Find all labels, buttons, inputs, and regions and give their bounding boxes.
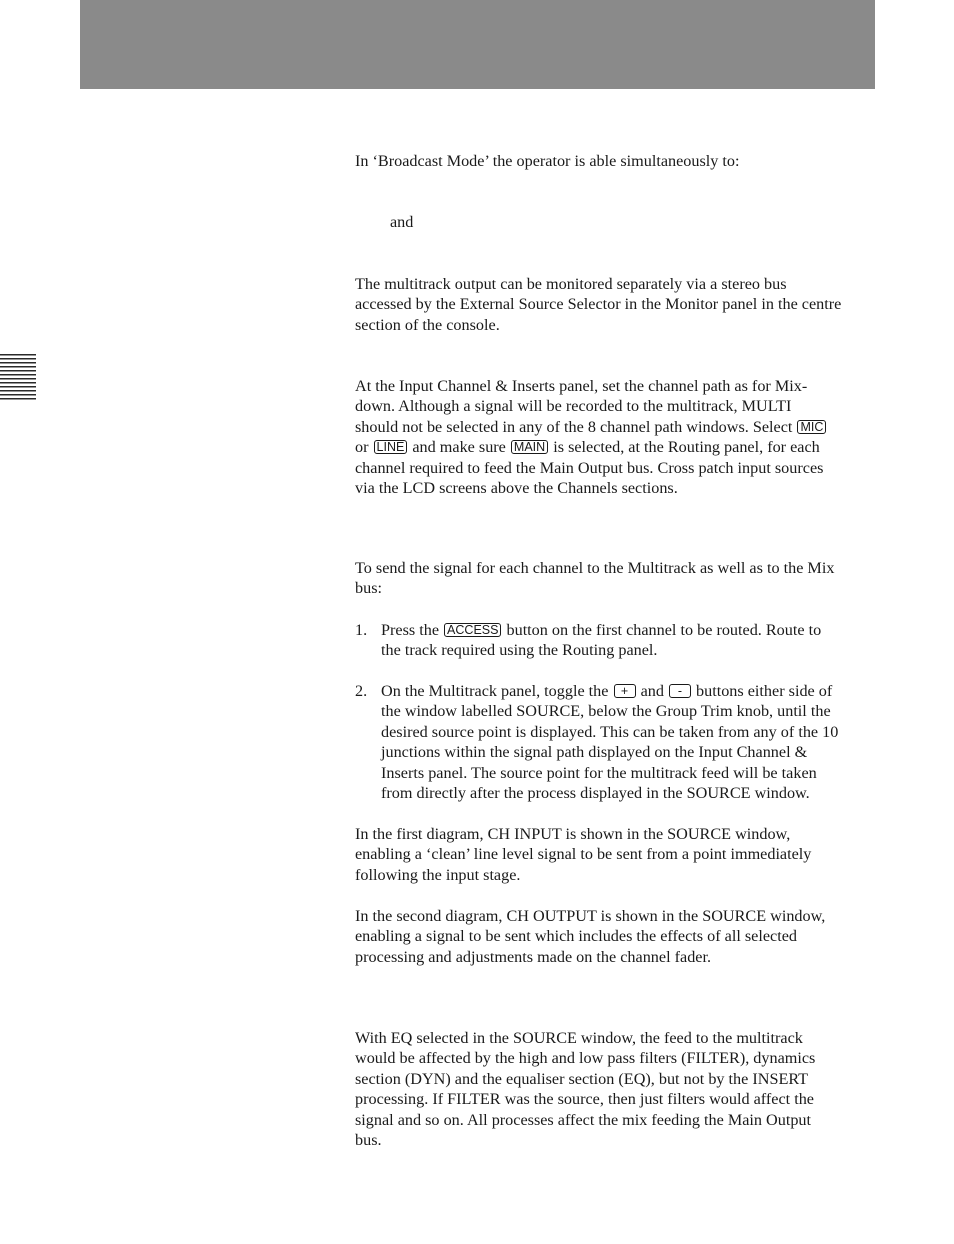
text-line: from directly after the process displayed in the SOURCE window. — [381, 784, 810, 803]
text-line: In the first diagram, CH INPUT is shown in the SOURCE window, — [355, 825, 791, 843]
text-line — [381, 620, 821, 640]
eq-paragraph — [355, 1028, 877, 1150]
text-line: In the second diagram, CH OUTPUT is shown in the SOURCE window, — [355, 907, 826, 925]
and-text: and — [390, 213, 414, 231]
text-line: desired source point is displayed. This can be taken from any of the 10 — [381, 722, 839, 741]
text-line: section (DYN) and the equaliser section (EQ), but not by the INSERT — [355, 1069, 809, 1088]
second-diagram-paragraph — [355, 906, 877, 967]
text-line: the window labelled SOURCE, below the Group Trim knob, until the — [381, 702, 831, 721]
text-fragment: is selected, at the Routing panel, for each — [549, 438, 820, 457]
step-number: 2. — [355, 682, 368, 700]
text-line: enabling a signal to be sent which includes the effects of all selected — [355, 927, 798, 946]
plus-key-label: + — [614, 684, 636, 698]
text-line: accessed by the External Source Selector in the Monitor panel in the centre — [355, 295, 842, 314]
step-text — [381, 620, 821, 661]
text-line: To send the signal for each channel to the Multitrack as well as to the Mix — [355, 559, 835, 577]
text-line: processing and adjustments made on the channel fader. — [355, 947, 712, 966]
text-line — [355, 417, 877, 437]
step-number: 1. — [355, 621, 368, 639]
text-line: The multitrack output can be monitored separately via a stereo bus — [355, 275, 787, 293]
header-bar — [80, 0, 875, 89]
text-fragment: Press the — [381, 621, 444, 639]
main-key-label: MAIN — [511, 440, 548, 454]
section-tab-marker — [0, 354, 36, 402]
first-diagram-paragraph — [355, 824, 877, 885]
text-line: enabling a ‘clean’ line level signal to be sent from a point immediately — [355, 845, 812, 864]
text-line: bus: — [355, 579, 382, 598]
monitor-paragraph — [355, 274, 877, 335]
text-line: junctions within the signal path displayed on the Input Channel & — [381, 743, 808, 762]
text-line: section of the console. — [355, 315, 500, 334]
text-fragment: buttons either side of — [691, 682, 833, 700]
text-line: via the LCD screens above the Channels sections. — [355, 479, 678, 498]
mic-key-label: MIC — [797, 420, 826, 434]
text-fragment: and — [636, 682, 668, 700]
text-line: With EQ selected in the SOURCE window, the feed to the multitrack — [355, 1029, 803, 1047]
text-line: the track required using the Routing panel. — [381, 641, 658, 660]
line-key-label: LINE — [374, 440, 408, 454]
text-line: bus. — [355, 1131, 382, 1150]
text-fragment: or — [355, 438, 373, 457]
text-line — [381, 681, 838, 701]
send-signal-paragraph — [355, 558, 877, 599]
text-fragment: should not be selected in any of the 8 channel path windows. Select — [355, 417, 797, 436]
text-line: would be affected by the high and low pass filters (FILTER), dynamics — [355, 1049, 816, 1068]
minus-key-label: - — [669, 684, 691, 698]
text-line: following the input stage. — [355, 865, 521, 884]
text-line: signal and so on. All processes affect the mix feeding the Main Output — [355, 1110, 811, 1129]
step-text — [381, 681, 838, 803]
text-line: down. Although a signal will be recorded to the multitrack, MULTI — [355, 397, 792, 416]
text-line: At the Input Channel & Inserts panel, set the channel path as for Mix- — [355, 377, 808, 395]
access-key-label: ACCESS — [444, 623, 501, 637]
input-channel-paragraph — [355, 376, 877, 498]
text-fragment: and make sure — [408, 438, 510, 457]
text-line: channel required to feed the Main Output bus. Cross patch input sources — [355, 458, 824, 477]
text-line: processing. If FILTER was the source, then just filters would affect the — [355, 1090, 814, 1109]
text-fragment: On the Multitrack panel, toggle the — [381, 682, 613, 700]
intro-text: In ‘Broadcast Mode’ the operator is able simultaneously to: — [355, 152, 740, 170]
text-line: Inserts panel. The source point for the multitrack feed will be taken — [381, 763, 817, 782]
text-fragment: button on the first channel to be routed. Route to — [502, 621, 822, 639]
text-line — [355, 437, 877, 457]
